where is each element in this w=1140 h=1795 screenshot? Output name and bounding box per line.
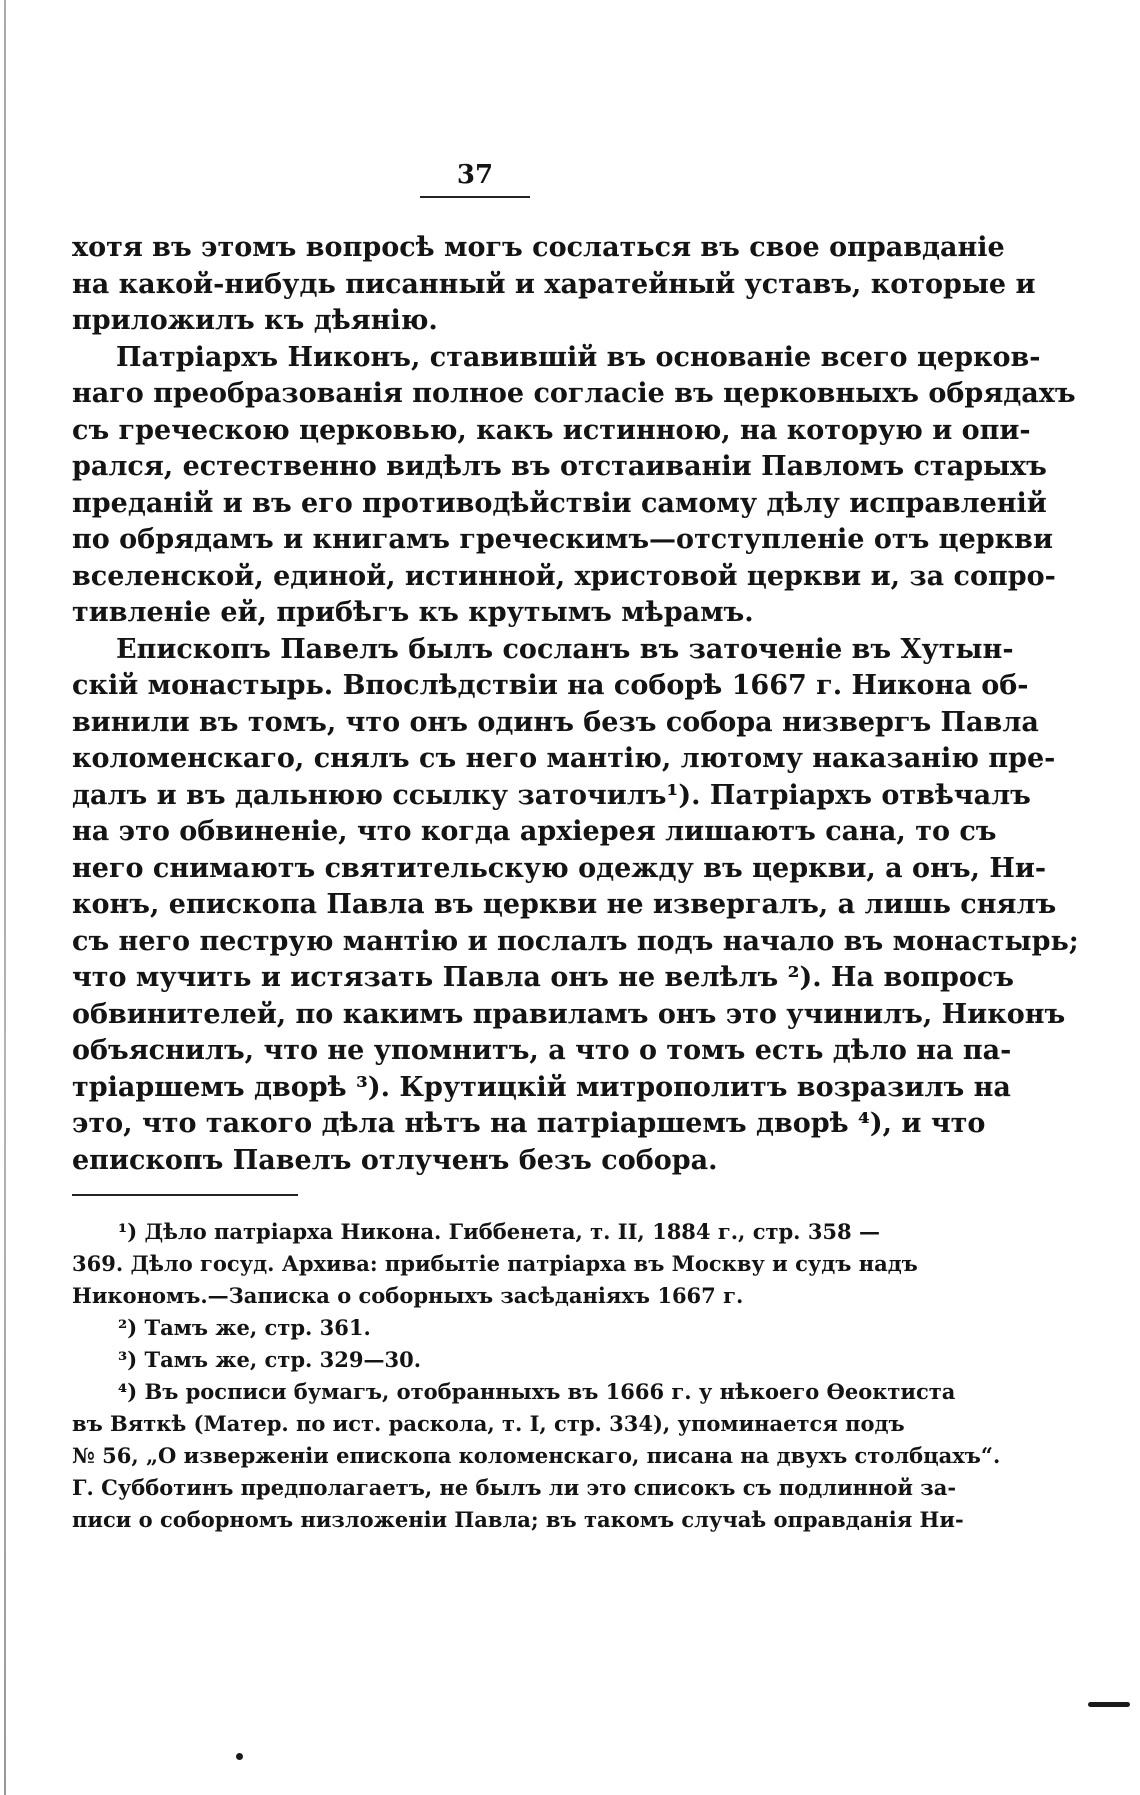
text-line: него снимаютъ святительскую одежду въ церкви, а онъ, Ни- <box>72 852 1047 884</box>
footnote-line: ²) Тамъ же, стр. 361. <box>118 1315 371 1340</box>
main-text <box>72 230 1079 1179</box>
footnote-line: писи о соборномъ низложеніи Павла; въ такомъ случаѣ оправданія Ни- <box>72 1507 964 1532</box>
footnote-line: ³) Тамъ же, стр. 329—30. <box>118 1347 422 1372</box>
margin-mark <box>1088 1702 1130 1707</box>
text-line: на это обвиненіе, что когда архіерея лишаютъ сана, то съ <box>72 816 997 847</box>
text-line: коломенскаго, снялъ съ него мантію, лютому наказанію пре- <box>72 743 1056 774</box>
text-line: тивленіе ей, прибѣгъ къ крутымъ мѣрамъ. <box>72 597 754 628</box>
footnotes <box>72 1216 1001 1536</box>
paragraph-1 <box>72 230 1036 340</box>
page-number-rule <box>420 196 530 198</box>
text-line: скій монастырь. Впослѣдствіи на соборѣ 1667 г. Никона об- <box>72 670 1029 701</box>
text-line: наго преобразованія полное согласіе въ церковныхъ обрядахъ <box>72 378 1076 409</box>
text-line: хотя въ этомъ вопросѣ могъ сослаться въ свое оправданіе <box>72 232 1005 263</box>
text-line: епископъ Павелъ отлученъ безъ собора. <box>72 1144 718 1176</box>
footnote-line: № 56, „О изверженіи епископа коломенскаго, писана на двухъ столбцахъ“. <box>72 1443 1001 1468</box>
text-line: преданій и въ его противодѣйствіи самому дѣлу исправленій <box>72 487 1047 519</box>
text-line: рался, естественно видѣлъ въ отстаиваніи Павломъ старыхъ <box>72 451 1047 482</box>
text-line: это, что такого дѣла нѣтъ на патріаршемъ дворѣ ⁴), и что <box>72 1108 986 1139</box>
text-line: съ греческою церковью, какъ истинною, на которую и опи- <box>72 414 1031 446</box>
footnote-separator <box>72 1194 298 1196</box>
text-line: Патріархъ Никонъ, ставившій въ основаніе всего церков- <box>116 341 1041 373</box>
footnote-line: ¹) Дѣло патріарха Никона. Гиббенета, т. II, 1884 г., стр. 358 — <box>118 1219 880 1244</box>
text-line: приложилъ къ дѣянію. <box>72 305 438 336</box>
page-edge-shadow <box>4 0 6 1795</box>
footnote-line: 369. Дѣло госуд. Архива: прибытіе патріарха въ Москву и судъ надъ <box>72 1251 918 1276</box>
text-line: винили въ томъ, что онъ одинъ безъ собора низвергъ Павла <box>72 706 1039 738</box>
paragraph-3 <box>72 632 1079 1180</box>
page-number: 37 <box>456 160 494 190</box>
text-line: конъ, епископа Павла въ церкви не извергалъ, а лишь снялъ <box>72 889 1057 920</box>
footnote-line: ⁴) Въ росписи бумагъ, отобранныхъ въ 1666 г. у нѣкоего Ѳеоктиста <box>118 1379 956 1404</box>
text-line: по обрядамъ и книгамъ греческимъ—отступленіе отъ церкви <box>72 524 1053 555</box>
footnote-1 <box>72 1216 918 1312</box>
text-line: Епископъ Павелъ былъ сосланъ въ заточеніе въ Хутын- <box>116 633 1014 665</box>
footnote-2 <box>72 1312 880 1344</box>
ink-dot <box>236 1753 243 1760</box>
text-line: далъ и въ дальнюю ссылку заточилъ¹). Патріархъ отвѣчалъ <box>72 779 1031 811</box>
text-line: объяснилъ, что не упомнитъ, а что о томъ есть дѣло на па- <box>72 1035 1012 1066</box>
footnote-3 <box>72 1344 880 1376</box>
text-line: что мучить и истязать Павла онъ не велѣлъ ²). На вопросъ <box>72 962 1015 993</box>
paragraph-2 <box>72 340 1076 632</box>
footnote-line: Никономъ.—Записка о соборныхъ засѣданіяхъ 1667 г. <box>72 1283 744 1308</box>
text-line: на какой-нибудь писанный и харатейный уставъ, которые и <box>72 268 1036 300</box>
text-line: обвинителей, по какимъ правиламъ онъ это учинилъ, Никонъ <box>72 998 1066 1030</box>
footnote-line: въ Вяткѣ (Матер. по ист. раскола, т. I, стр. 334), упоминается подъ <box>72 1411 905 1436</box>
footnote-4 <box>72 1376 1001 1536</box>
text-line: съ него пеструю мантію и послалъ подъ начало въ монастырь; <box>72 925 1079 957</box>
text-line: вселенской, единой, истинной, христовой церкви и, за сопро- <box>72 560 1056 592</box>
footnote-line: Г. Субботинъ предполагаетъ, не былъ ли это списокъ съ подлинной за- <box>72 1475 957 1500</box>
text-line: тріаршемъ дворѣ ³). Крутицкій митрополитъ возразилъ на <box>72 1071 1011 1103</box>
